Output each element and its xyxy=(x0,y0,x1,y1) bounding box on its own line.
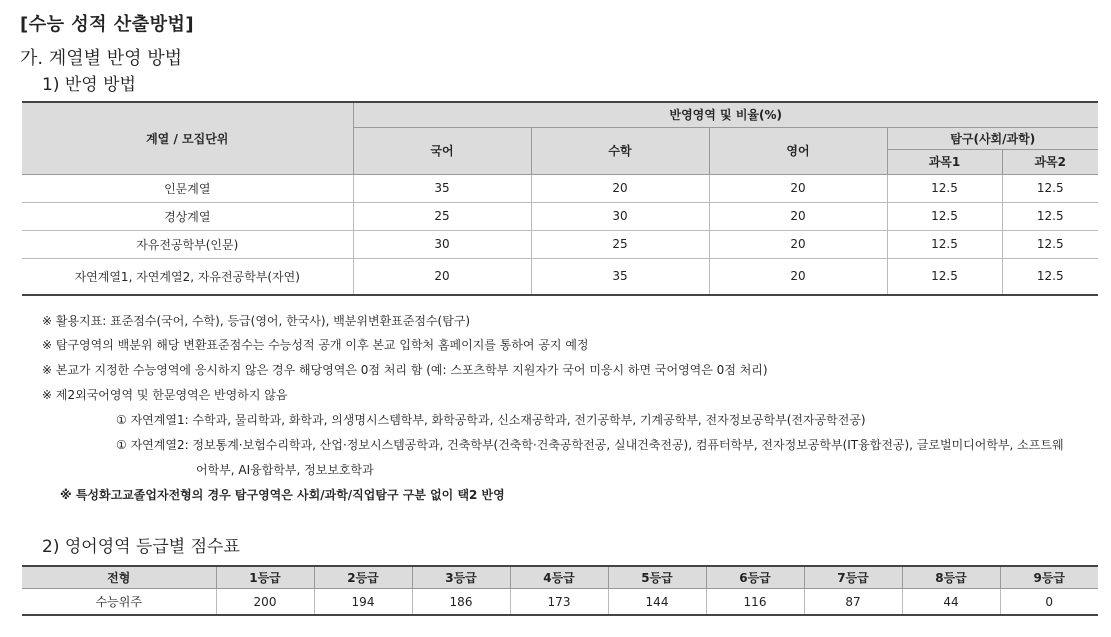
header-grade: 2등급 xyxy=(314,566,412,589)
note-foreign-language: ※ 제2외국어영역 및 한문영역은 반영하지 않음 xyxy=(42,388,288,402)
cell-math: 25 xyxy=(531,230,709,258)
header-grade: 7등급 xyxy=(804,566,902,589)
note-natural-track-2-cont: 어학부, AI융합학부, 정보보호학과 xyxy=(196,463,374,477)
header-math: 수학 xyxy=(531,127,709,174)
cell-subject2: 12.5 xyxy=(1002,174,1098,202)
cell-score: 200 xyxy=(216,589,314,616)
row-admission-type: 수능위주 xyxy=(22,589,216,616)
row-name: 경상계열 xyxy=(22,202,353,230)
note-natural-track-1: ① 자연계열1: 수학과, 물리학과, 화학과, 의생명시스템학부, 화학공학과, 신소재공학과, 전기공학부, 기계공학부, 전자정보공학부(전자공학전공) xyxy=(116,413,866,427)
row-name: 자연계열1, 자연계열2, 자유전공학부(자연) xyxy=(22,258,353,295)
subsection-title-english-grades: 2) 영어영역 등급별 점수표 xyxy=(42,537,240,557)
note-specialized-highschool: ※ 특성화고교졸업자전형의 경우 탐구영역은 사회/과학/직업탐구 구분 없이 택2 반영 xyxy=(60,488,505,502)
header-grade: 1등급 xyxy=(216,566,314,589)
cell-math: 30 xyxy=(531,202,709,230)
cell-math: 20 xyxy=(531,174,709,202)
header-grade: 6등급 xyxy=(706,566,804,589)
cell-subject1: 12.5 xyxy=(887,174,1002,202)
page-heading: [수능 성적 산출방법] xyxy=(20,14,195,35)
header-grade: 3등급 xyxy=(412,566,510,589)
cell-score: 87 xyxy=(804,589,902,616)
note-zero-score: ※ 본교가 지정한 수능영역에 응시하지 않은 경우 해당영역은 0점 처리 함 (예: 스포츠학부 지원자가 국어 미응시 하면 국어영역은 0점 처리) xyxy=(42,363,768,377)
header-subject2: 과목2 xyxy=(1002,149,1098,174)
header-grade: 9등급 xyxy=(1000,566,1098,589)
cell-subject2: 12.5 xyxy=(1002,258,1098,295)
header-english: 영어 xyxy=(709,127,887,174)
cell-subject2: 12.5 xyxy=(1002,230,1098,258)
note-natural-track-2: ① 자연계열2: 정보통계·보험수리학과, 산업·정보시스템공학과, 건축학부(건축학·건축공학전공, 실내건축전공), 컴퓨터학부, 전자정보공학부(IT융합전공), 글로벌미디어학부, 소프트웨 xyxy=(116,438,1064,452)
subsection-title-reflection-method: 1) 반영 방법 xyxy=(42,75,136,95)
table-row xyxy=(22,258,1098,295)
row-name: 인문계열 xyxy=(22,174,353,202)
header-admission-type: 전형 xyxy=(22,566,216,589)
cell-score: 116 xyxy=(706,589,804,616)
table-row xyxy=(22,230,1098,258)
header-subject1: 과목1 xyxy=(887,149,1002,174)
cell-korean: 35 xyxy=(353,174,531,202)
header-track: 계열 / 모집단위 xyxy=(22,102,353,174)
cell-subject1: 12.5 xyxy=(887,258,1002,295)
note-inquiry-score: ※ 탐구영역의 백분위 해당 변환표준점수는 수능성적 공개 이후 본교 입학처 홈페이지를 통하여 공지 예정 xyxy=(42,338,589,352)
section-title: 가. 계열별 반영 방법 xyxy=(20,48,182,69)
header-grade: 4등급 xyxy=(510,566,608,589)
cell-subject2: 12.5 xyxy=(1002,202,1098,230)
header-korean: 국어 xyxy=(353,127,531,174)
header-ratio: 반영영역 및 비율(%) xyxy=(353,102,1098,127)
cell-math: 35 xyxy=(531,258,709,295)
cell-subject1: 12.5 xyxy=(887,202,1002,230)
table-row xyxy=(22,174,1098,202)
cell-korean: 25 xyxy=(353,202,531,230)
cell-korean: 20 xyxy=(353,258,531,295)
cell-english: 20 xyxy=(709,258,887,295)
cell-english: 20 xyxy=(709,230,887,258)
cell-score: 144 xyxy=(608,589,706,616)
header-inquiry: 탐구(사회/과학) xyxy=(887,127,1098,149)
english-grade-table xyxy=(22,565,1098,616)
reflection-ratio-table xyxy=(22,101,1098,296)
cell-english: 20 xyxy=(709,202,887,230)
table-row xyxy=(22,202,1098,230)
header-grade: 5등급 xyxy=(608,566,706,589)
cell-subject1: 12.5 xyxy=(887,230,1002,258)
cell-score: 44 xyxy=(902,589,1000,616)
note-indicators: ※ 활용지표: 표준점수(국어, 수학), 등급(영어, 한국사), 백분위변환표준점수(탐구) xyxy=(42,314,471,328)
header-row xyxy=(22,566,1098,589)
cell-score: 186 xyxy=(412,589,510,616)
cell-english: 20 xyxy=(709,174,887,202)
cell-score: 194 xyxy=(314,589,412,616)
cell-score: 173 xyxy=(510,589,608,616)
table-row xyxy=(22,589,1098,616)
row-name: 자유전공학부(인문) xyxy=(22,230,353,258)
cell-korean: 30 xyxy=(353,230,531,258)
header-grade: 8등급 xyxy=(902,566,1000,589)
cell-score: 0 xyxy=(1000,589,1098,616)
